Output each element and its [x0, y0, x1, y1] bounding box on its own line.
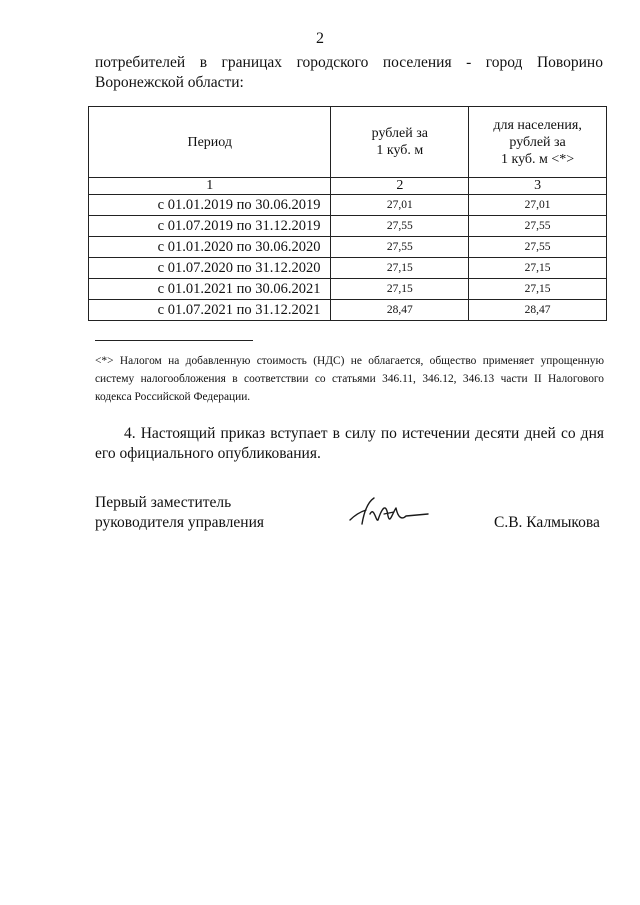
signatory-title-line: руководителя управления [95, 514, 265, 531]
header-text: для населения, [493, 117, 582, 133]
header-text: 1 куб. м <*> [500, 151, 575, 167]
intro-word: Поворино [536, 54, 603, 71]
population-cell: 27,01 [469, 195, 607, 216]
rub-cell: 27,01 [331, 195, 469, 216]
intro-word: в [199, 54, 208, 71]
header-rub-per-m3 [331, 107, 469, 178]
column-number-row [89, 178, 607, 195]
intro-word: потребителей [95, 54, 186, 71]
intro-word: границах [221, 54, 283, 71]
rub-cell: 27,15 [331, 279, 469, 300]
header-text: 1 куб. м [376, 143, 424, 158]
footnote-text: <*> Налогом на добавленную стоимость (НДС) не облагается, общество применяет упрощенную систему налогообложения в соответствии со статьями 346.11, 346.12, 346.13 части II Налогового кодекса Российской Федерации. [95, 355, 604, 403]
population-cell: 27,55 [469, 216, 607, 237]
period-cell: с 01.07.2020 по 31.12.2020 [89, 258, 331, 279]
intro-line-2: Воронежской области: [95, 74, 244, 91]
table-row [89, 216, 607, 237]
intro-word: городского [296, 54, 369, 71]
rub-cell: 27,55 [331, 216, 469, 237]
column-number: 2 [331, 178, 469, 195]
footnote-divider [95, 340, 253, 341]
header-text: рублей за [509, 134, 566, 150]
signatory-title [95, 493, 264, 533]
tariff-table [88, 106, 607, 321]
table-row [89, 258, 607, 279]
column-number: 3 [469, 178, 607, 195]
signer-name: С.В. Калмыкова [494, 514, 600, 531]
period-cell: с 01.01.2020 по 30.06.2020 [89, 237, 331, 258]
period-cell: с 01.01.2019 по 30.06.2019 [89, 195, 331, 216]
intro-word: поселения [382, 54, 452, 71]
header-population-rub-per-m3 [469, 107, 607, 178]
handwritten-signature-icon [348, 494, 430, 532]
table-row [89, 300, 607, 321]
table-row [89, 279, 607, 300]
table-row [89, 195, 607, 216]
intro-word: город [485, 54, 523, 71]
intro-word: - [466, 54, 472, 71]
population-cell: 27,15 [469, 279, 607, 300]
page-number: 2 [316, 30, 324, 47]
rub-cell: 27,15 [331, 258, 469, 279]
table-header-row [89, 107, 607, 178]
period-cell: с 01.07.2021 по 31.12.2021 [89, 300, 331, 321]
table-row [89, 237, 607, 258]
intro-paragraph [95, 53, 603, 93]
header-period-label: Период [187, 134, 232, 150]
header-period [89, 107, 331, 178]
period-cell: с 01.01.2021 по 30.06.2021 [89, 279, 331, 300]
header-text: рублей за [371, 126, 428, 141]
intro-line-1 [95, 53, 603, 73]
signatory-title-line: Первый заместитель [95, 494, 232, 511]
population-cell: 27,15 [469, 258, 607, 279]
rub-cell: 27,55 [331, 237, 469, 258]
rub-cell: 28,47 [331, 300, 469, 321]
clause-4-paragraph: 4. Настоящий приказ вступает в силу по истечении десяти дней со дня его официального опубликования. [95, 425, 604, 462]
period-cell: с 01.07.2019 по 31.12.2019 [89, 216, 331, 237]
population-cell: 28,47 [469, 300, 607, 321]
population-cell: 27,55 [469, 237, 607, 258]
column-number: 1 [89, 178, 331, 195]
